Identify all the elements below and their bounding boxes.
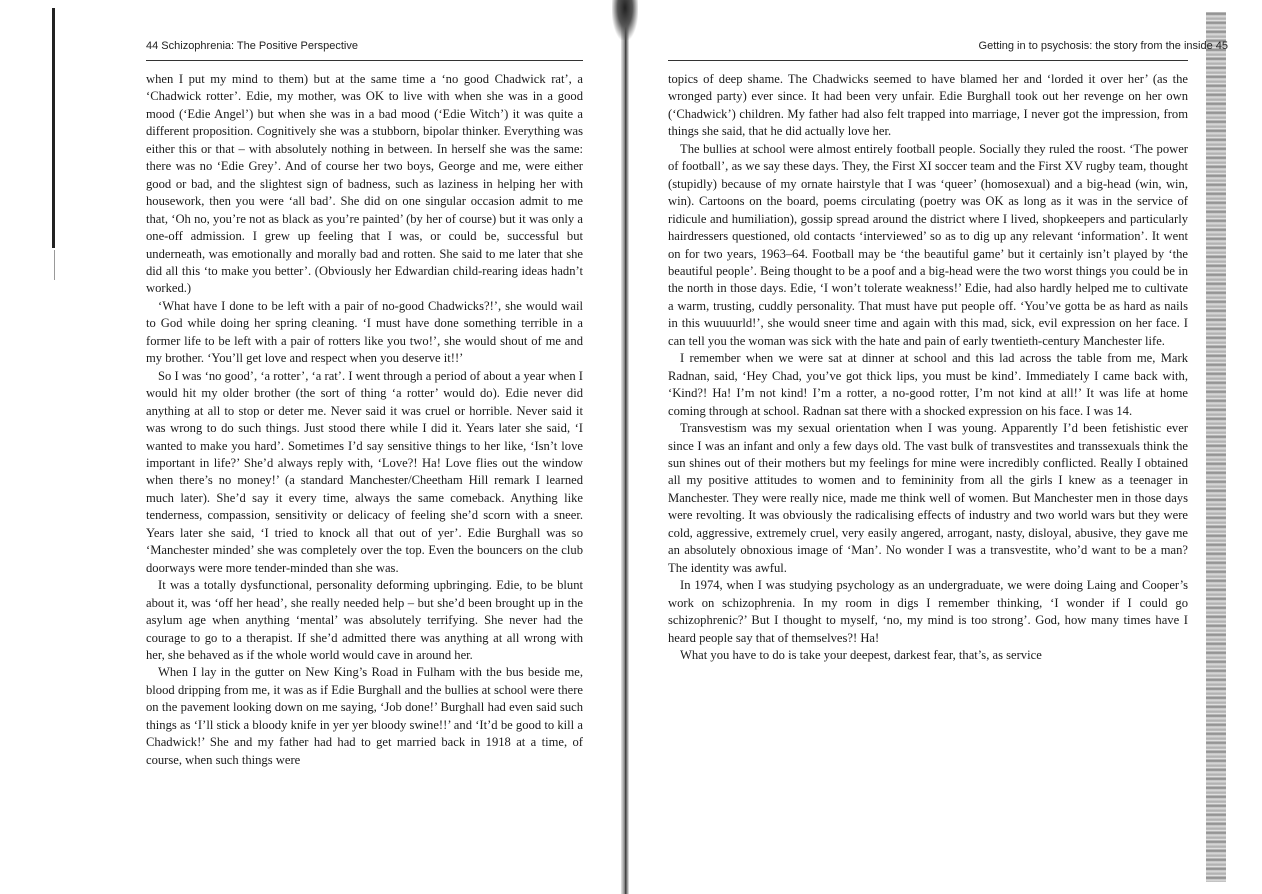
left-body-text <box>146 71 583 769</box>
left-paragraph-3: So I was ‘no good’, ‘a rotter’, ‘a rat’. I went through a period of about a year when I would hit my older brother (the sort of thing ‘a rotter’ would do). Edie never did anything at all to stop or deter me. Never said it was cruel or horrible. Never said it was wrong to do such things. Just stood there while I did it. Years later she said, ‘I wanted to make you hard’. Sometimes I’d say sensitive things to her like, ‘Isn’t love important in life?’ She’d always reply with, ‘Love?! Ha! Love flies out the window when there’s no money!’ (a standard Manchester/Cheetham Hill remark I learned much later). She’d say it every time, always the same comeback. Anything like tenderness, compassion, sensitivity or delicacy of feeling she’d scorn with a sneer. Years later she said, ‘I tried to knock all that out of yer’. Edie Burghall was so ‘Manchester minded’ she was completely over the top. Even the bouncers on the club doorways were more tender-minded than she was. <box>146 368 583 575</box>
right-paragraph-5: In 1974, when I was studying psychology as an undergraduate, we were doing Laing and Cooper’s work on schizophrenia. In my room in digs I remember thinking, ‘I wonder if I could go schizophrenic?’ But I thought to myself, ‘no, my mind is too strong’. God, how many times have I heard people say that of themselves?! Ha! <box>668 578 1188 645</box>
left-paragraph-4: It was a totally dysfunctional, personality deforming upbringing. Edie, to be blunt about it, was ‘off her head’, she really needed help – but she’d been brought up in the asylum age when anything ‘mental’ was absolutely terrifying. She never had the courage to go to a therapist. If she’d admitted there was anything at all wrong with her, she behaved as if the whole world would cave in around her. <box>146 578 583 662</box>
left-header-rule <box>146 60 583 61</box>
right-paragraph-4: Transvestism was my sexual orientation when I was young. Apparently I’d been fetishistic ever since I was an infant and only a few days old. The vast bulk of transvestites and transsexuals think the sun shines out of their mothers but my feelings for mine were incredibly conflicted. Really I obtained all my positive attitudes to women and to femininity from all the girls I knew as a teenager in Manchester. They were really nice, made me think well of women. But Manchester men in those days were revolting. It was obviously the radicalising effects of industry and two world wars but they were cold, aggressive, extremely cruel, very easily angered, arrogant, nasty, disloyal, abusive, they gave me an absolutely obnoxious image of ‘Man’. No wonder I was a transvestite, who’d want to be a man? The identity was awful. <box>668 421 1188 575</box>
right-header-rule <box>668 60 1188 61</box>
right-paragraph-2: The bullies at school were almost entirely football people. Socially they ruled the roost. ‘The power of football’, as we say these days. They, the First XI soccer team and the First XV rugby team, thought (stupidly) because of my ornate hairstyle that I was ‘queer’ (homosexual) and a big-head (win, win, win). Cartoons on the board, poems circulating (poetry was OK as long as it was in the service of ridicule and humiliation), gossip spread around the district where I lived, shopkeepers and particularly hairdressers questioned, old contacts ‘interviewed’ so as to dig up any relevant ‘information’. It went on for two years, 1963–64. Football may be ‘the beautiful game’ but it certainly isn’t played by ‘the beautiful people’. Being thought to be a poof and a big-head were the two worst things you could be in the north in those days. Edie, ‘I won’t tolerate weakness!’ Edie, had also hardly helped me to cultivate a warm, trusting, cuddly personality. That must have put people off. ‘You’ve gotta be as hard as nails in this wuuuurld!’, she would sneer time and again with this mad, sick, evil expression on her face. I can tell you the woman was sick with the hate and pain of early twentieth-century Manchester life. <box>668 141 1188 348</box>
right-paragraph-6: What you have to do is take your deepest, darkest fear, that’s, as service <box>680 647 1042 662</box>
left-running-header: 44 Schizophrenia: The Positive Perspective <box>146 40 358 52</box>
right-body-text <box>668 71 1188 664</box>
right-paragraph-1: topics of deep shame. The Chadwicks seemed to have blamed her and ‘lorded it over her’ (as the wronged party) ever since. It had been very unfair. Edie Burghall took out her revenge on her own (‘Chadwick’) children. My father had also felt trapped into marriage, I never got the impression, from things she said, that he did actually love her. <box>668 72 1188 139</box>
right-paragraph-3: I remember when we were sat at dinner at school and this lad across the table from me, Mark Radnan, said, ‘Hey Chad, you’ve got thick lips, you must be kind’. Immediately I came back with, ‘Kind?! Ha! I’m not kind! I’m a rotter, a no-good rotter, I’m not kind at all!’ It was life at home coming through at school. Radnan sat there with a shocked expression on his face. I was 14. <box>668 351 1188 418</box>
left-paragraph-1: when I put my mind to them) but at the same time a ‘no good Chadwick rat’, a ‘Chadwick rotter’. Edie, my mother, was OK to live with when she was in a good mood (‘Edie Angel’) but when she was in a bad mood (‘Edie Witch’) it was quite a different proposition. Cognitively she was a stubborn, bipolar thinker. Everything was either this or that – with absolutely nothing in between. In herself she was the same: there was no ‘Edie Grey’. And of course her two boys, George and me, were either good or bad, and the slightest sign of badness, such as laziness in helping her with housework, then you were ‘all bad’. She did on one singular occasion admit to me that, ‘Oh no, you’re not as black as you’re painted’ (by her of course) but it was only a one-off admission. I grew up feeling that I was, or could be, successful but underneath, was emotionally and morally bad and rotten. She said to me later that she did all this ‘to make you better’. (Obviously her Edwardian child-rearing ideas hadn’t worked.) <box>146 72 583 296</box>
right-running-header: Getting in to psychosis: the story from the inside 45 <box>978 40 1228 52</box>
right-page <box>630 0 1262 894</box>
book-spine <box>621 0 629 894</box>
left-page <box>0 0 620 894</box>
left-paragraph-5: When I lay in the gutter on New King’s Road in Fulham with the bus beside me, blood dripping from me, it was as if Edie Burghall and the bullies at school were there on the pavement looking down on me saying, ‘Job done!’ Burghall had even said such things as ‘I’ll stick a bloody knife in yer yer bloody swine!!’ and ‘It’d be good to kill a Chadwick!’ She and my father had had to get married back in 1918 at a time, of course, when such things were <box>146 665 583 767</box>
left-paragraph-2: ‘What have I done to be left with a pair of no-good Chadwicks?!’, she would wail to God while doing her spring cleaning. ‘I must have done something terrible in a former life to be left with a pair of rotters like you two!’, she would shout of me and my brother. ‘You’ll get love and respect when you deserve it!!’ <box>146 298 583 366</box>
